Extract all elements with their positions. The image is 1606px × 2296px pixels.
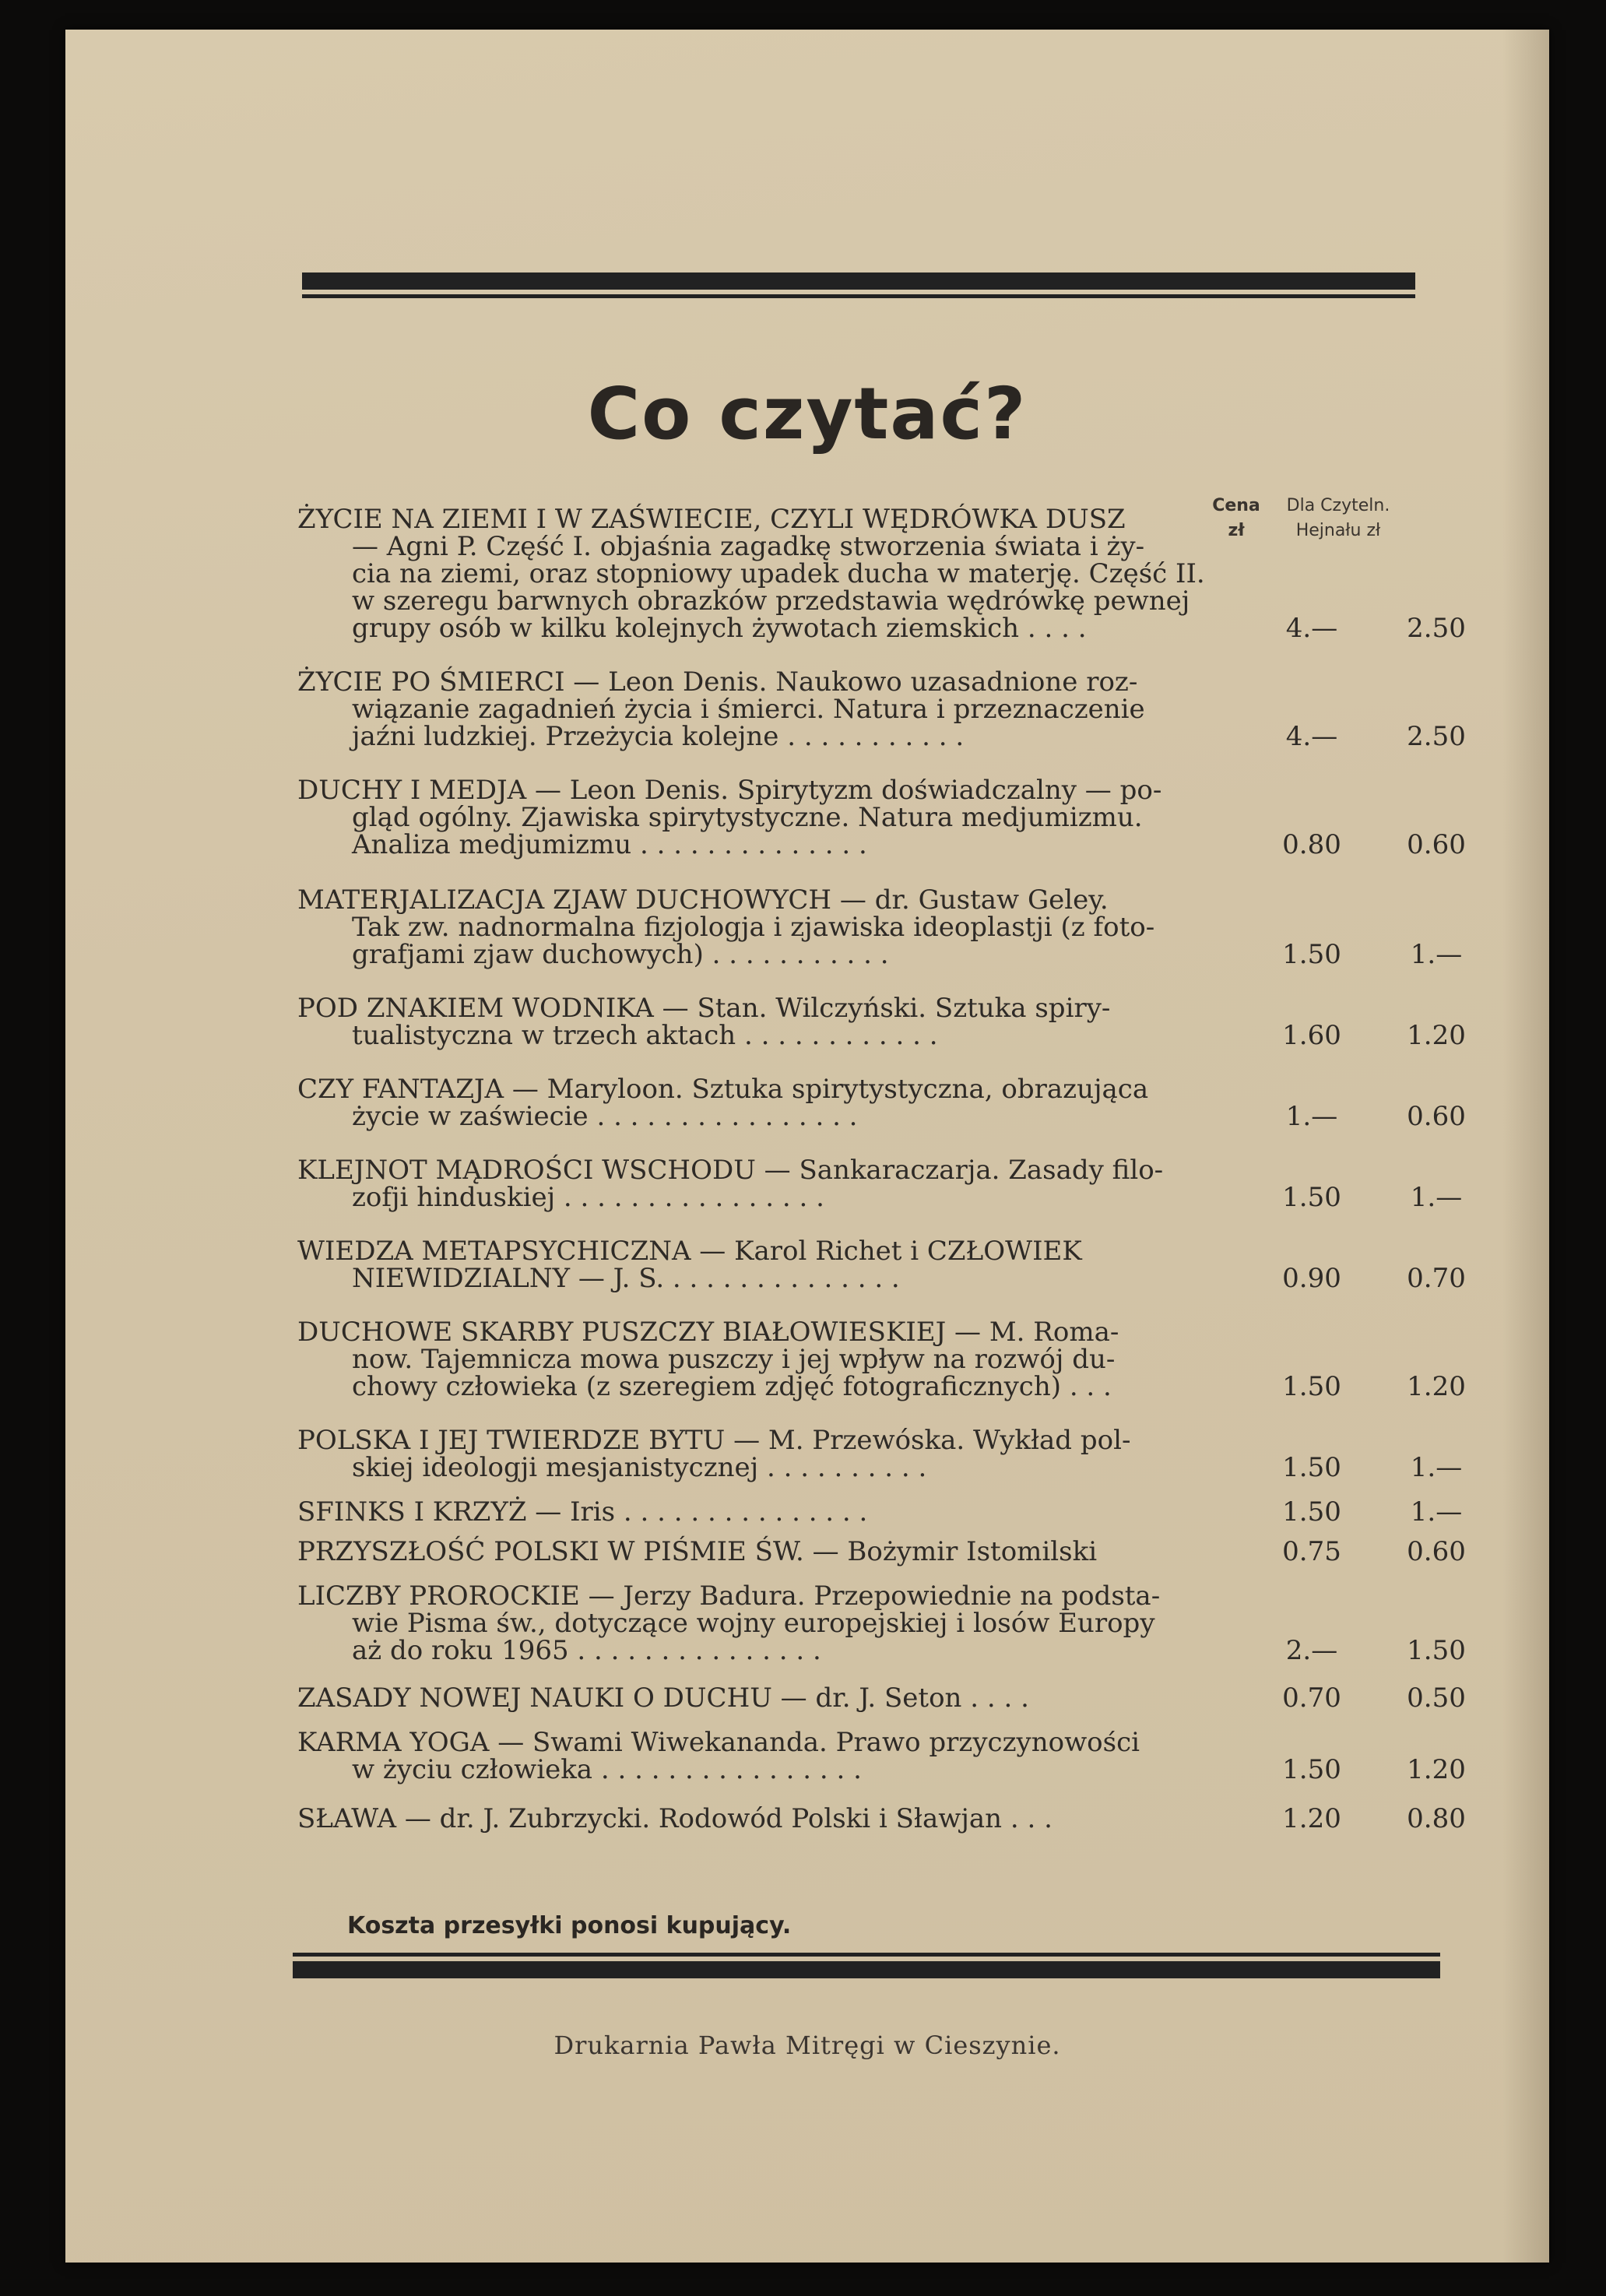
- book-member-price: 0.60: [1407, 829, 1466, 860]
- book-description-line: DUCHOWE SKARBY PUSZCZY BIAŁOWIESKIEJ — M. Roma-: [297, 1317, 1119, 1348]
- book-description-line: grupy osób w kilku kolejnych żywotach ziemskich . . . .: [352, 613, 1087, 644]
- book-description: [297, 1580, 1278, 1666]
- book-description-line: KLEJNOT MĄDROŚCI WSCHODU — Sankaraczarja. Zasady filo-: [297, 1155, 1164, 1186]
- book-price: 0.75: [1282, 1536, 1341, 1567]
- book-description: [297, 1729, 1278, 1784]
- book-price: 1.—: [1285, 1101, 1338, 1132]
- book-entry: [297, 1538, 1465, 1566]
- book-description: [297, 1496, 1278, 1528]
- book-description-line: życie w zaświecie . . . . . . . . . . . . . . . .: [352, 1101, 858, 1132]
- book-description: [297, 884, 1278, 970]
- book-member-price: 0.50: [1407, 1682, 1466, 1714]
- book-description-line: ŻYCIE PO ŚMIERCI — Leon Denis. Naukowo uzasadnione roz-: [297, 666, 1138, 698]
- book-description: [297, 1803, 1278, 1834]
- book-description-line: WIEDZA METAPSYCHICZNA — Karol Richet i CZŁOWIEK: [297, 1236, 1082, 1267]
- book-description: [297, 995, 1278, 1050]
- book-description-line: SŁAWA — dr. J. Zubrzycki. Rodowód Polski i Sławjan . . .: [297, 1803, 1053, 1834]
- book-description-line: Tak zw. nadnormalna fizjologja i zjawiska ideoplastji (z foto-: [352, 912, 1155, 943]
- book-description: [297, 1157, 1278, 1211]
- book-description-line: SFINKS I KRZYŻ — Iris . . . . . . . . . . . . . . .: [297, 1496, 868, 1528]
- shipping-note: Koszta przesyłki ponosi kupujący.: [347, 1912, 792, 1939]
- book-price: 0.70: [1282, 1682, 1341, 1714]
- book-description-line: gląd ogólny. Zjawiska spirytystyczne. Natura medjumizmu.: [352, 802, 1143, 833]
- book-description-line: skiej ideologji mesjanistycznej . . . . . . . . . .: [352, 1452, 927, 1483]
- book-member-price: 1.50: [1407, 1635, 1466, 1666]
- book-description-line: cia na ziemi, oraz stopniowy upadek ducha w materję. Część II.: [352, 558, 1205, 589]
- book-description-line: DUCHY I MEDJA — Leon Denis. Spirytyzm doświadczalny — po-: [297, 775, 1162, 806]
- book-member-price: 1.—: [1410, 939, 1463, 970]
- book-description-line: Analiza medjumizmu . . . . . . . . . . . . . .: [352, 829, 867, 860]
- book-entry: [297, 995, 1465, 1050]
- book-entry: [297, 1319, 1465, 1401]
- book-description-line: tualistyczna w trzech aktach . . . . . . . . . . . .: [352, 1020, 938, 1051]
- book-price: 1.60: [1282, 1020, 1341, 1051]
- book-entry: [297, 1580, 1466, 1666]
- book-description-line: grafjami zjaw duchowych) . . . . . . . . . . .: [352, 939, 889, 970]
- book-entry: [297, 884, 1465, 970]
- book-member-price: 0.60: [1407, 1101, 1466, 1132]
- book-entry: [297, 1803, 1466, 1834]
- book-member-price: 0.60: [1407, 1536, 1466, 1567]
- book-description-line: KARMA YOGA — Swami Wiwekananda. Prawo przyczynowości: [297, 1727, 1140, 1758]
- book-description-line: wie Pisma św., dotyczące wojny europejskiej i losów Europy: [352, 1608, 1155, 1639]
- book-member-price: 2.50: [1407, 613, 1466, 644]
- book-price: 2.—: [1285, 1635, 1338, 1666]
- book-description-line: MATERJALIZACJA ZJAW DUCHOWYCH — dr. Gustaw Geley.: [297, 884, 1109, 916]
- book-description: [297, 506, 1278, 642]
- book-description-line: aż do roku 1965 . . . . . . . . . . . . . . .: [352, 1635, 821, 1666]
- book-entry: [297, 1157, 1465, 1211]
- book-member-price: 0.70: [1407, 1263, 1466, 1294]
- book-entry: [297, 1682, 1466, 1714]
- book-member-price: 0.80: [1407, 1803, 1466, 1834]
- book-description-line: chowy człowieka (z szeregiem zdjęć fotograficznych) . . .: [352, 1371, 1112, 1402]
- book-description-line: LICZBY PROROCKIE — Jerzy Badura. Przepowiednie na podsta-: [297, 1580, 1161, 1612]
- book-price: 0.80: [1282, 829, 1341, 860]
- book-description-line: w życiu człowieka . . . . . . . . . . . . . . . .: [352, 1754, 862, 1785]
- book-description-line: wiązanie zagadnień życia i śmierci. Natura i przeznaczenie: [352, 694, 1145, 725]
- book-description-line: zofji hinduskiej . . . . . . . . . . . . . . . .: [352, 1182, 824, 1213]
- book-entry: [297, 1076, 1465, 1130]
- book-description-line: CZY FANTAZJA — Maryloon. Sztuka spirytystyczna, obrazująca: [297, 1074, 1149, 1105]
- bottom-double-rule: [293, 1953, 1440, 1978]
- book-description-line: NIEWIDZIALNY — J. S. . . . . . . . . . . . . . .: [352, 1263, 900, 1294]
- book-description-line: POLSKA I JEJ TWIERDZE BYTU — M. Przewóska. Wykład pol-: [297, 1425, 1131, 1456]
- book-description-line: ŻYCIE NA ZIEMI I W ZAŚWIECIE, CZYLI WĘDRÓWKA DUSZ: [297, 504, 1126, 535]
- book-member-price: 1.—: [1410, 1496, 1463, 1528]
- book-member-price: 2.50: [1407, 721, 1466, 752]
- book-description: [297, 1076, 1278, 1130]
- book-member-price: 1.20: [1407, 1371, 1466, 1402]
- book-price: 1.50: [1282, 1496, 1341, 1528]
- book-price: 4.—: [1285, 721, 1338, 752]
- printer-imprint: Drukarnia Pawła Mitręgi w Cieszynie.: [553, 2031, 1061, 2060]
- book-list: [297, 483, 1465, 1833]
- book-price: 0.90: [1282, 1263, 1341, 1294]
- book-description-line: — Agni P. Część I. objaśnia zagadkę stworzenia świata i ży-: [352, 531, 1145, 562]
- top-double-rule: [302, 272, 1415, 298]
- book-member-price: 1.—: [1410, 1182, 1463, 1213]
- book-price: 1.50: [1282, 1371, 1341, 1402]
- book-description-line: jaźni ludzkiej. Przeżycia kolejne . . . . . . . . . . .: [352, 721, 965, 752]
- book-description: [297, 1682, 1278, 1714]
- price-column-header: Cena zł: [1212, 496, 1260, 540]
- book-description-line: now. Tajemnicza mowa puszczy i jej wpływ na rozwój du-: [352, 1344, 1116, 1375]
- book-description-line: PRZYSZŁOŚĆ POLSKI W PIŚMIE ŚW. — Bożymir Istomilski: [297, 1536, 1098, 1567]
- book-entry: [297, 1427, 1465, 1482]
- book-description-line: ZASADY NOWEJ NAUKI O DUCHU — dr. J. Seton . . . .: [297, 1682, 1029, 1714]
- book-description: [297, 1319, 1278, 1401]
- book-description: [297, 777, 1278, 859]
- book-entry: [297, 666, 1466, 752]
- book-entry: [297, 777, 1465, 859]
- book-description-line: POD ZNAKIEM WODNIKA — Stan. Wilczyński. Sztuka spiry-: [297, 993, 1111, 1024]
- book-description: [297, 666, 1278, 752]
- page-title: Co czytać?: [587, 372, 1028, 455]
- book-entry: [297, 1238, 1465, 1292]
- book-price: 4.—: [1285, 613, 1338, 644]
- member-price-column-header: Dla Czyteln. Hejnału zł: [1286, 496, 1390, 540]
- book-member-price: 1.20: [1407, 1754, 1466, 1785]
- book-price: 1.20: [1282, 1803, 1341, 1834]
- book-description: [297, 1427, 1278, 1482]
- book-price: 1.50: [1282, 1754, 1341, 1785]
- book-price: 1.50: [1282, 1452, 1341, 1483]
- book-entry: [297, 1729, 1465, 1784]
- book-entry: [297, 1496, 1465, 1528]
- book-price: 1.50: [1282, 1182, 1341, 1213]
- book-entry: [297, 506, 1465, 642]
- book-description-line: w szeregu barwnych obrazków przedstawia wędrówkę pewnej: [352, 585, 1190, 617]
- book-member-price: 1.20: [1407, 1020, 1466, 1051]
- book-price: 1.50: [1282, 939, 1341, 970]
- book-member-price: 1.—: [1410, 1452, 1463, 1483]
- back-cover-page: [65, 30, 1549, 2263]
- book-description: [297, 1238, 1278, 1292]
- book-description: [297, 1538, 1278, 1566]
